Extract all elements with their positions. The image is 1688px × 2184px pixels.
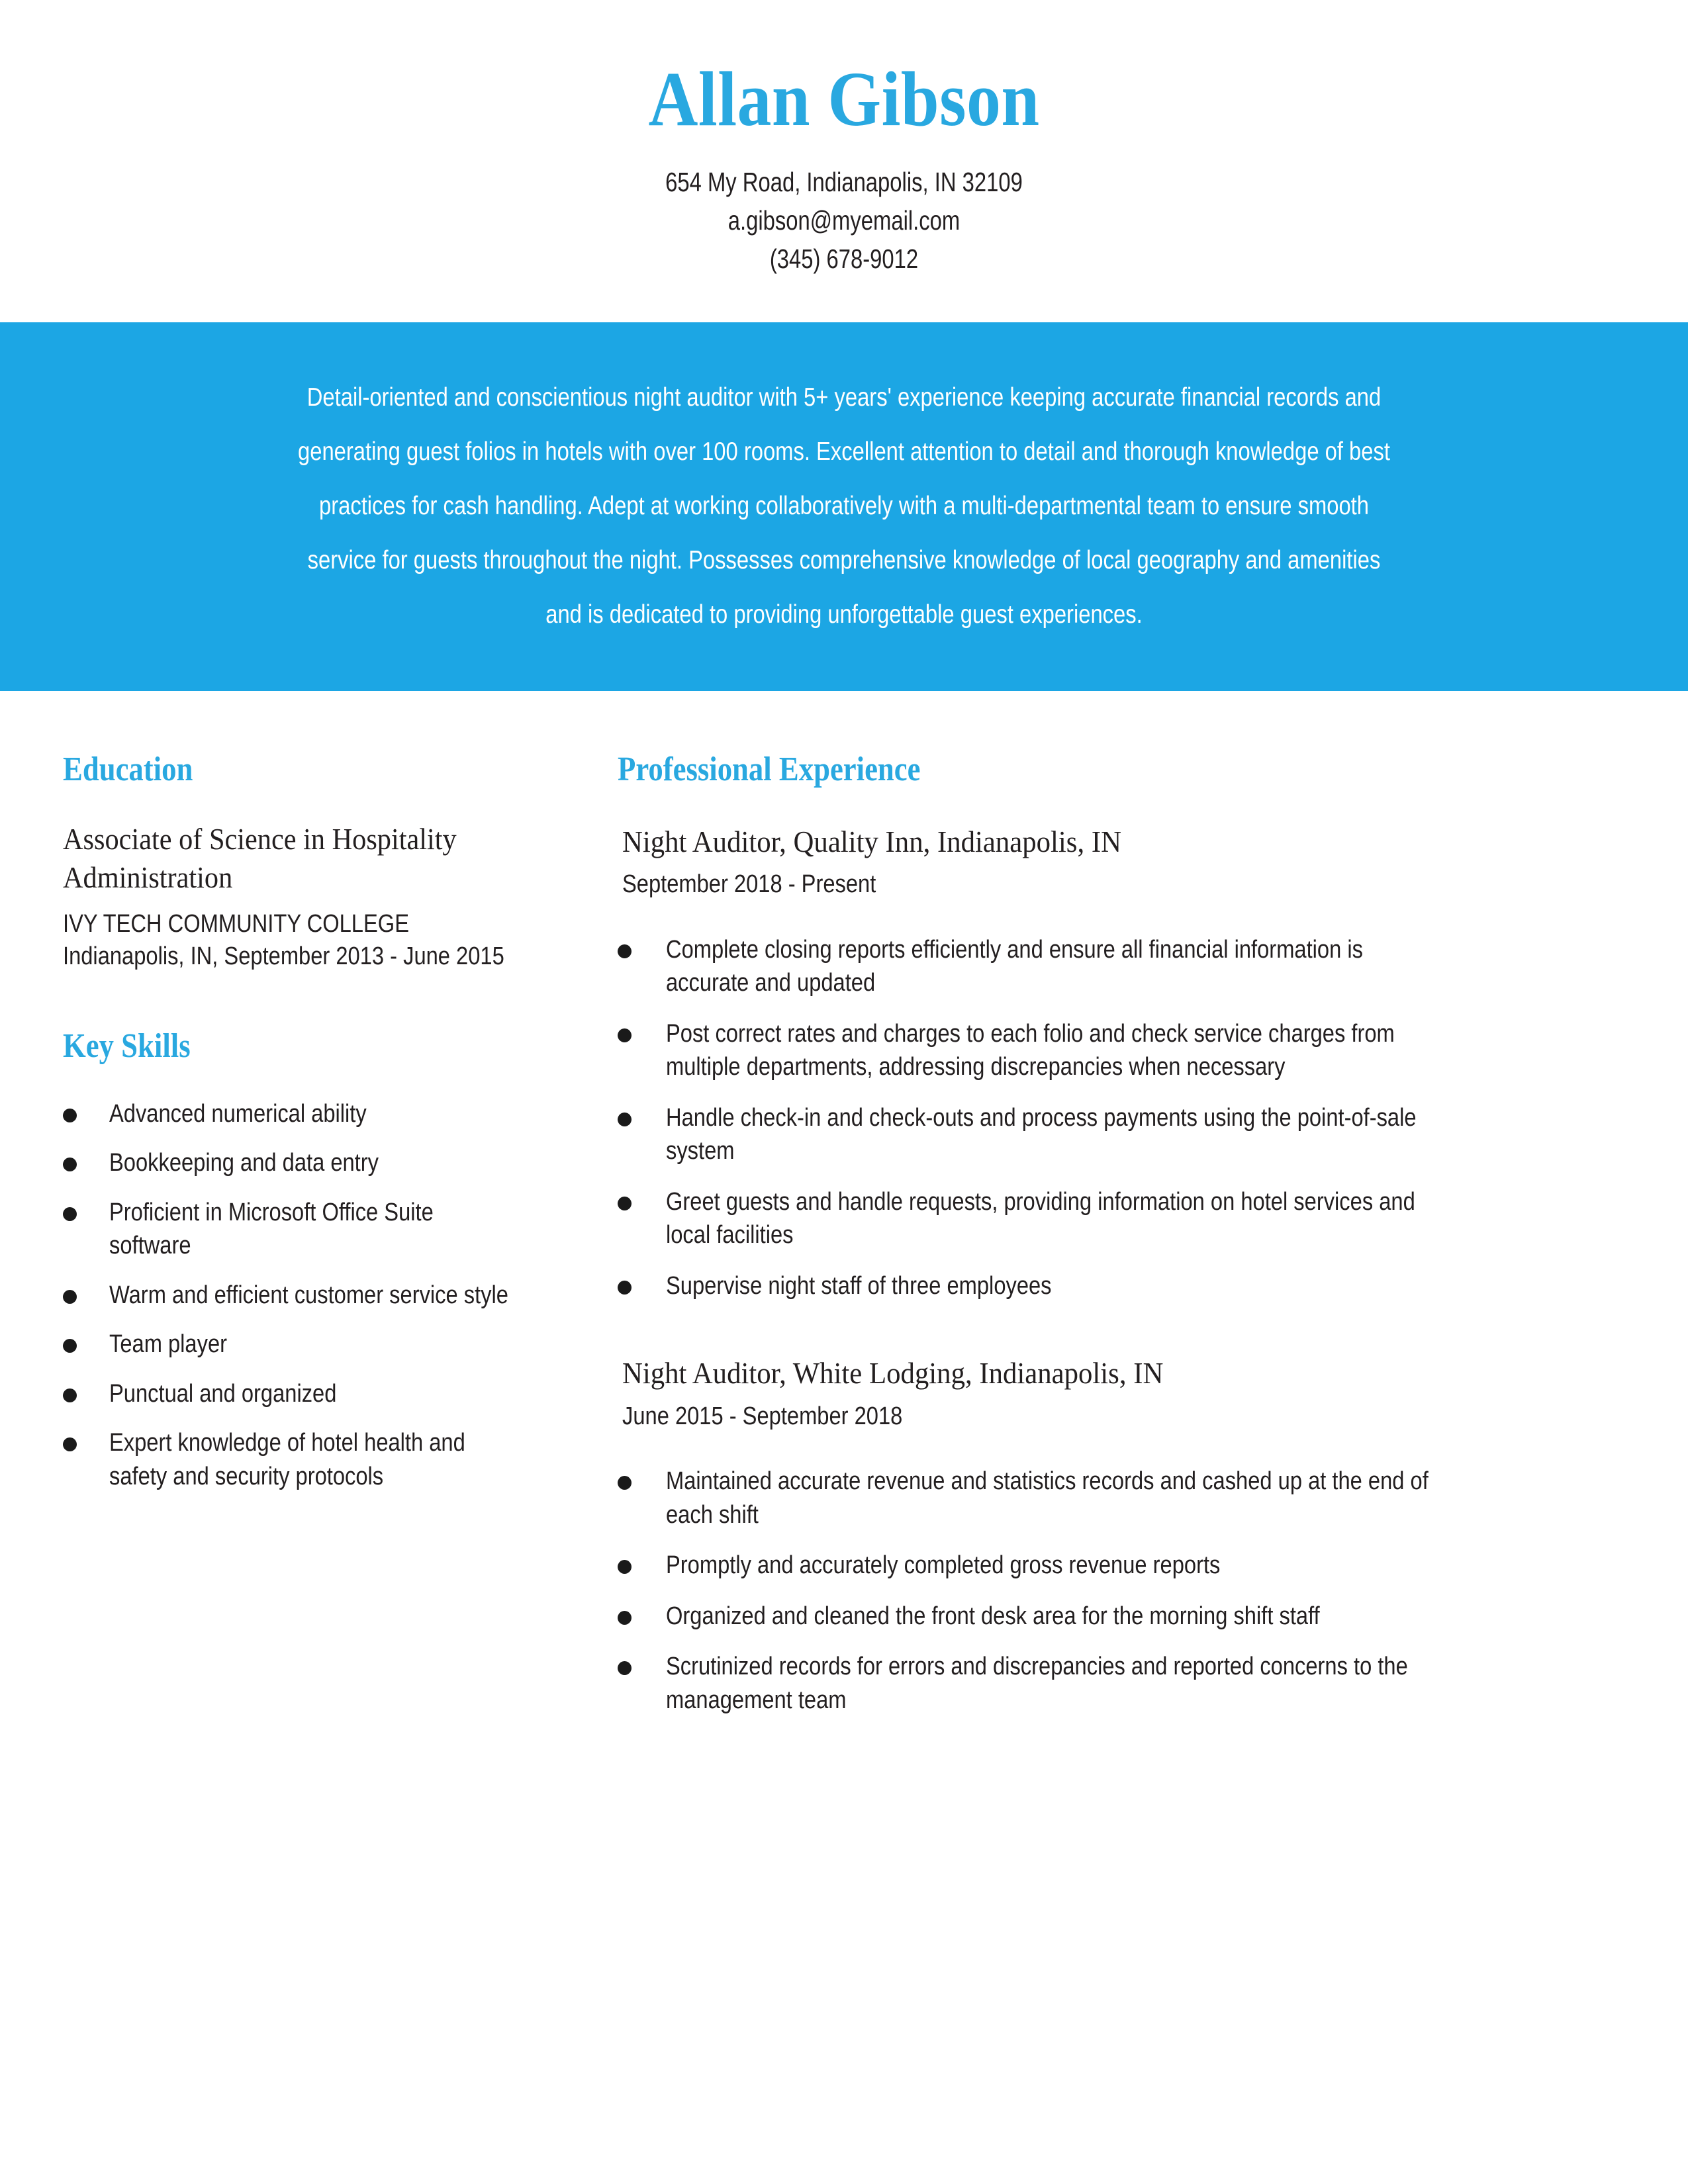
job-dates: September 2018 - Present — [622, 870, 876, 899]
job-bullet-text: Complete closing reports efficiently and ensure all financial information is accurate and updated — [666, 935, 1363, 997]
list-item — [63, 1196, 583, 1263]
education-detail: Indianapolis, IN, September 2013 - June 2015 — [63, 942, 504, 970]
bullet-icon — [618, 1197, 632, 1210]
key-skills-heading: Key Skills — [63, 1027, 191, 1066]
bullet-icon — [618, 1661, 632, 1675]
key-skill-text: Bookkeeping and data entry — [109, 1149, 379, 1177]
bullet-icon — [618, 1476, 632, 1490]
job-responsibilities-list — [618, 933, 1575, 1303]
key-skill-text: Punctual and organized — [109, 1379, 337, 1408]
bullet-icon — [618, 1560, 632, 1574]
job-bullet-text: Handle check-in and check-outs and process payments using the point-of-sale system — [666, 1103, 1417, 1165]
job-bullet-text: Promptly and accurately completed gross revenue reports — [666, 1551, 1221, 1580]
key-skill-text: Team player — [109, 1330, 228, 1359]
resume-body — [0, 691, 1688, 1735]
education-section — [63, 751, 583, 974]
list-item — [618, 1465, 1575, 1531]
bullet-icon — [63, 1437, 77, 1451]
professional-summary-banner — [0, 322, 1688, 691]
bullet-icon — [63, 1158, 77, 1171]
list-item — [618, 1650, 1575, 1717]
job-bullet-text: Supervise night staff of three employees — [666, 1271, 1052, 1300]
job-dates: June 2015 - September 2018 — [622, 1402, 903, 1430]
left-column — [0, 751, 583, 1510]
list-item — [63, 1146, 583, 1180]
contact-email[interactable]: a.gibson@myemail.com — [727, 205, 961, 236]
contact-phone[interactable]: (345) 678-9012 — [769, 244, 919, 275]
list-item — [63, 1426, 583, 1493]
job-bullet-text: Maintained accurate revenue and statistics records and cashed up at the end of each shift — [666, 1467, 1429, 1529]
key-skill-text: Proficient in Microsoft Office Suite software — [109, 1198, 434, 1260]
list-item — [63, 1097, 583, 1131]
job-responsibilities-list — [618, 1465, 1575, 1717]
right-column — [583, 751, 1688, 1735]
education-heading: Education — [63, 750, 193, 788]
bullet-icon — [618, 1113, 632, 1126]
bullet-icon — [618, 1281, 632, 1295]
list-item — [618, 933, 1575, 1000]
job-title: Night Auditor, White Lodging, Indianapolis, IN — [622, 1356, 1164, 1390]
key-skills-list — [63, 1097, 583, 1494]
job-bullet-text: Organized and cleaned the front desk area for the morning shift staff — [666, 1602, 1320, 1630]
bullet-icon — [63, 1207, 77, 1221]
resume-header — [0, 0, 1688, 279]
list-item — [618, 1549, 1575, 1582]
list-item — [618, 1017, 1575, 1084]
key-skill-text: Expert knowledge of hotel health and safety and security protocols — [109, 1429, 465, 1490]
experience-entry — [618, 823, 1575, 1303]
list-item — [618, 1269, 1575, 1303]
experience-entry — [618, 1354, 1575, 1717]
contact-address: 654 My Road, Indianapolis, IN 32109 — [665, 166, 1023, 197]
bullet-icon — [618, 944, 632, 958]
education-school: IVY TECH COMMUNITY COLLEGE — [63, 909, 410, 938]
list-item — [618, 1101, 1575, 1168]
education-entry — [63, 820, 583, 974]
list-item — [63, 1279, 583, 1312]
candidate-name: Allan Gibson — [648, 56, 1040, 142]
job-bullet-text: Greet guests and handle requests, providing information on hotel services and local facilities — [666, 1187, 1415, 1250]
list-item — [618, 1185, 1575, 1252]
education-degree: Associate of Science in Hospitality Administration — [63, 821, 457, 895]
contact-info — [0, 163, 1688, 279]
key-skill-text: Advanced numerical ability — [109, 1099, 367, 1128]
job-bullet-text: Post correct rates and charges to each folio and check service charges from multiple departments, addressing discrepancies when necessary — [666, 1019, 1395, 1081]
list-item — [63, 1328, 583, 1361]
job-title: Night Auditor, Quality Inn, Indianapolis, IN — [622, 824, 1121, 858]
job-bullet-text: Scrutinized records for errors and discrepancies and reported concerns to the management team — [666, 1653, 1408, 1714]
bullet-icon — [63, 1388, 77, 1402]
bullet-icon — [618, 1028, 632, 1042]
key-skill-text: Warm and efficient customer service style — [109, 1281, 508, 1309]
list-item — [618, 1600, 1575, 1633]
bullet-icon — [63, 1339, 77, 1353]
bullet-icon — [63, 1290, 77, 1304]
experience-heading: Professional Experience — [618, 750, 921, 788]
professional-summary-text: Detail-oriented and conscientious night auditor with 5+ years' experience keeping accurate financial records and generating guest folios in hotels with over 100 rooms. Excellent attention to detail and thorough knowledge of best practices for cash handling. Adept at working collaboratively with a multi-departmental team to ensure smooth service for guests throughout the night. Possesses comprehensive knowledge of local geography and amenities and is dedicated to providing unforgettable guest experiences. — [298, 383, 1390, 629]
bullet-icon — [618, 1611, 632, 1625]
key-skills-section — [63, 1027, 583, 1493]
list-item — [63, 1377, 583, 1411]
bullet-icon — [63, 1109, 77, 1122]
